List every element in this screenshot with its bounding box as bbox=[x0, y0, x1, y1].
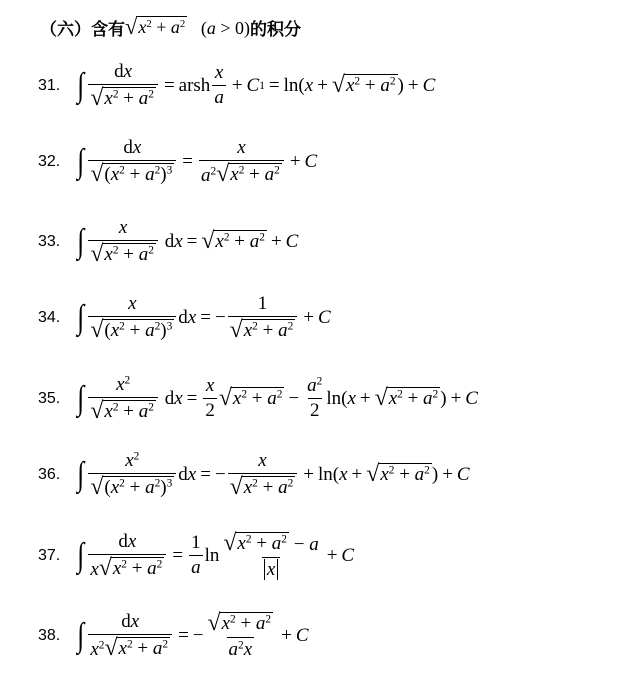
heading-math: √ $x^2 + a^2$ (a > 0) bbox=[125, 13, 250, 39]
formula-number: 33. bbox=[38, 233, 61, 250]
formula-32: 32. ∫ dx √ $(x^2 + a^2)^3$ = x $a^2$ √ $x^2 + a^2$ + C bbox=[38, 136, 318, 187]
formula-number: 32. bbox=[38, 153, 61, 170]
formula-35: 35. ∫ $x^2$ √ $x^2 + a^2$ d x = $\frac{x}{2}$ √ $x^2 + a^2$ − $\frac{a^2}{2}$ ln( x + √ $x^2 + a^2$ ) + C bbox=[38, 373, 478, 424]
formula-number: 37. bbox=[38, 547, 61, 564]
formula-33: 33. ∫ x √ $x^2 + a^2$ d x = √ $x^2 + a^2$ + C bbox=[38, 216, 299, 267]
section-heading bbox=[40, 12, 301, 42]
formula-31: 31. ∫ dx √ $x^2 + a^2$ = arsh $\frac{x}{a}$ + C 1 = ln( x + √ $x^2 + a^2$ ) + C bbox=[38, 60, 436, 111]
heading-prefix: （六）含有 bbox=[40, 19, 125, 40]
formula-number: 31. bbox=[38, 77, 61, 94]
heading-suffix: 的积分 bbox=[249, 19, 301, 40]
formula-number: 35. bbox=[38, 390, 61, 407]
formula-34: 34. ∫ x √ $(x^2 + a^2)^3$ d x = − 1 √ $x^2 + a^2$ + C bbox=[38, 292, 331, 343]
formula-number: 38. bbox=[38, 627, 61, 644]
formula-38: 38. ∫ dx $x^2$ √ $x^2 + a^2$ = − √ $x^2 + a^2$ $a^2x$ + C bbox=[38, 609, 309, 661]
formula-37: 37. ∫ dx x √ $x^2 + a^2$ = $\frac{1}{a}$ ln √ $x^2 + a^2$ − a x + C bbox=[38, 529, 355, 581]
formula-number: 34. bbox=[38, 309, 61, 326]
formula-36: 36. ∫ $x^2$ √ $(x^2 + a^2)^3$ d x = − x √ $x^2 + a^2$ + ln( x + √ $x^2 + a^2$ ) + C bbox=[38, 449, 470, 500]
formula-number: 36. bbox=[38, 466, 61, 483]
